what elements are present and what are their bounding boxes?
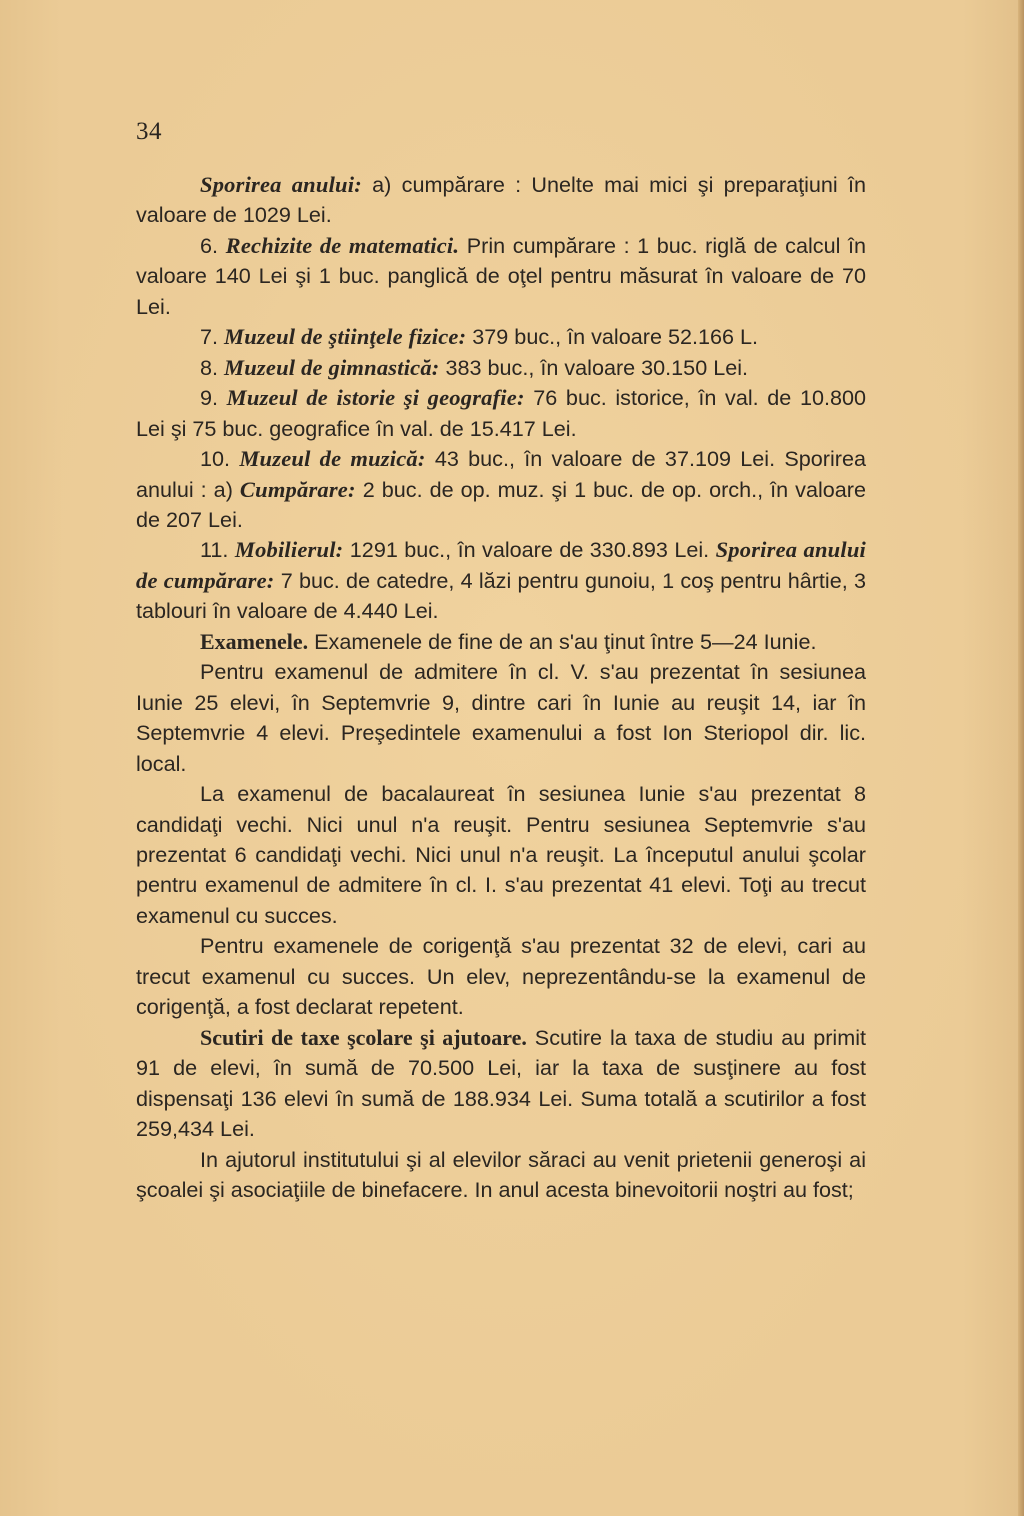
paragraph-examenele [136,627,866,657]
italic-title: Muzeul de istorie şi geografie: [226,385,525,411]
body-sentence: 379 buc., în valoare 52.166 L. [466,324,759,350]
body-sentence: In ajutorul institutului şi al elevilor săraci au venit prietenii generoşi ai şcoalei şi asociaţiile de binefacere. In anul acesta binevoitorii noştri au fost; [136,1146,866,1202]
body-sentence: 10. [200,446,240,472]
italic-title: Sporirea anului: [200,172,362,197]
italic-title: Cumpărare: [239,476,356,502]
body-sentence: 9. [200,385,227,411]
body-sentence: La examenul de bacalaureat în sesiunea Iunie s'au prezentat 8 candidaţi vechi. Nici unul n'a reuşit. Pentru sesiunea Septemvrie s'au prezentat 6 candidaţi vechi. Nici unul n'a reuşit. La începutul anului şcolar pentru examenul de admitere în cl. I. s'au prezentat 41 elevi. Toţi au trecut examenul cu succes. [136,781,866,928]
section-heading: Scutiri de taxe şcolare şi ajutoare. [200,1024,527,1050]
paragraph-muzeul-istorie-geografie [136,383,866,444]
page-number: 34 [136,118,162,145]
paragraph-rechizite-matematici [136,231,866,322]
paragraph-mobilierul [136,535,866,626]
body-sentence: 383 buc., în valoare 30.150 Lei. [439,354,749,380]
paragraph-sporirea [136,170,866,231]
paragraph-examen-admitere [136,657,866,779]
body-text [136,170,866,1205]
paragraph-muzeul-gimnastica [136,353,866,383]
italic-title: Muzeul de muzică: [239,446,426,472]
italic-title: Muzeul de gimnastică: [224,354,440,380]
body-sentence: Pentru examenele de corigenţă s'au prezentat 32 de elevi, cari au trecut examenul cu succes. Un elev, neprezentându-se la examenul de corigenţă, a fost declarat repetent. [136,933,866,1020]
body-sentence: Pentru examenul de admitere în cl. V. s'au prezentat în sesiunea Iunie 25 elevi, în Septemvrie 9, dintre cari în Iunie au reuşit 14, iar în Septemvrie 4 elevi. Preşedintele examenului a fost Ion Steriopol dir. lic. local. [136,659,866,776]
paragraph-ajutoare [136,1145,866,1206]
body-sentence: 2 buc. de op. muz. şi 1 buc. de op. orch., în valoare de 207 Lei. [136,476,866,532]
paragraph-bacalaureat [136,779,866,931]
body-sentence: 43 buc., în valoare de 37.109 Lei. Sporirea anului : a) [136,446,866,502]
body-sentence: 6. [200,232,226,258]
body-sentence: 76 buc. istorice, în val. de 10.800 Lei şi 75 buc. geografice în val. de 15.417 Lei. [136,385,866,441]
page-edge [1018,0,1024,1516]
section-heading: Examenele. [200,628,309,654]
body-sentence: 7 buc. de catedre, 4 lăzi pentru gunoiu, 1 coş pentru hârtie, 3 tablouri în valoare de 4.440 Lei. [136,567,866,624]
body-sentence: Examenele de fine de an s'au ţinut între 5—24 Iunie. [308,628,817,654]
body-sentence: 7. [200,324,225,350]
paragraph-scutiri-taxe [136,1023,866,1145]
italic-title: Rechizite de matematici. [225,232,460,258]
body-sentence: Prin cumpărare : 1 buc. riglă de calcul în valoare 140 Lei şi 1 buc. panglică de oţel pentru măsurat în valoare de 70 Lei. [136,232,866,319]
italic-title: Muzeul de ştiinţele fizice: [224,324,467,350]
paragraph-muzeul-muzica [136,444,866,535]
body-sentence: 8. [200,354,225,380]
paragraph-muzeul-stiinte-fizice [136,322,866,352]
body-sentence: 1291 buc., în valoare de 330.893 Lei. [343,537,716,563]
body-sentence: Scutire la taxa de studiu au primit 91 de elevi, în sumă de 70.500 Lei, iar la taxa de susţinere au fost dispensaţi 136 elevi în sumă de 188.934 Lei. Suma totală a scutirilor a fost 259,434 Lei. [136,1024,866,1142]
italic-title: Mobilierul: [234,537,344,563]
paragraph-corigenta [136,931,866,1022]
body-sentence: a) cumpărare : Unelte mai mici şi preparaţiuni în valoare de 1029 Lei. [136,172,866,228]
body-sentence: 11. [200,537,235,563]
italic-title: Sporirea anului de cumpărare: [136,537,866,593]
